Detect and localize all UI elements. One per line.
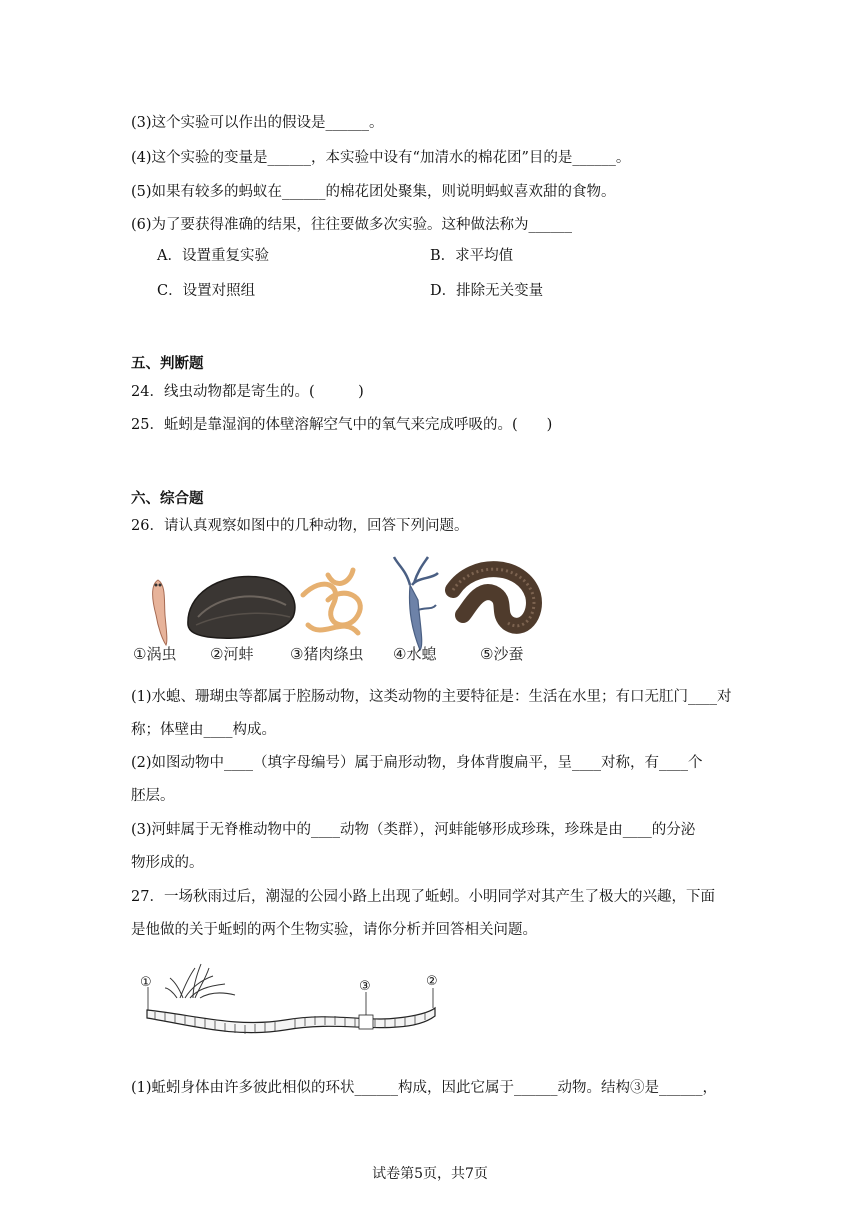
question-27-line-1: 27．一场秋雨过后，潮湿的公园小路上出现了蚯蚓。小明同学对其产生了极大的兴趣，下面 [131, 889, 715, 905]
caption-planarian: ①涡虫 [133, 645, 177, 663]
question-25: 25．蚯蚓是靠湿润的体壁溶解空气中的氧气来完成呼吸的。( ) [131, 417, 553, 433]
earthworm-figure [135, 960, 445, 1045]
animals-figure [128, 555, 548, 670]
caption-sandworm: ⑤沙蚕 [480, 645, 524, 663]
question-26-stem: 26．请认真观察如图中的几种动物，回答下列问题。 [131, 518, 469, 534]
sandworm-illustration [453, 569, 534, 626]
earthworm-illustration [147, 1008, 435, 1034]
caption-mussel: ②河蚌 [210, 645, 254, 663]
choice-c: C．设置对照组 [157, 283, 256, 299]
q26-sub-2-line-2: 胚层。 [131, 788, 175, 804]
label-2: ② [426, 974, 438, 989]
caption-tapeworm: ③猪肉绦虫 [290, 645, 364, 663]
question-24: 24．线虫动物都是寄生的。( ) [131, 384, 364, 400]
tapeworm-illustration [303, 570, 360, 633]
q23-sub-4: (4)这个实验的变量是______，本实验中设有“加清水的棉花团”目的是______。 [131, 150, 631, 166]
section-6-title: 六、综合题 [131, 490, 204, 507]
q26-sub-3-line-2: 物形成的。 [131, 855, 204, 871]
q23-sub-6: (6)为了要获得准确的结果，往往要做多次实验。这种做法称为______ [131, 217, 573, 233]
q26-sub-2-line-1: (2)如图动物中____（填字母编号）属于扁形动物，身体背腹扁平，呈____对称，有____个 [131, 755, 703, 771]
label-3: ③ [359, 979, 371, 994]
label-1: ① [140, 975, 152, 990]
q23-sub-5: (5)如果有较多的蚂蚁在______的棉花团处聚集，则说明蚂蚁喜欢甜的食物。 [131, 184, 616, 200]
choice-a: A．设置重复实验 [157, 248, 269, 264]
caption-hydra: ④水螅 [393, 645, 437, 663]
q26-sub-1-line-2: 称；体壁由____构成。 [131, 722, 276, 738]
section-5-title: 五、判断题 [131, 355, 204, 372]
planarian-illustration [153, 580, 167, 645]
page-footer: 试卷第5页，共7页 [372, 1166, 488, 1182]
grass-illustration [165, 964, 235, 998]
choice-b: B．求平均值 [430, 248, 514, 264]
q26-sub-1-line-1: (1)水螅、珊瑚虫等都属于腔肠动物，这类动物的主要特征是：生活在水里；有口无肛门____对 [131, 689, 732, 705]
q26-sub-3-line-1: (3)河蚌属于无脊椎动物中的____动物（类群），河蚌能够形成珍珠，珍珠是由____的分泌 [131, 822, 696, 838]
q27-sub-1: (1)蚯蚓身体由许多彼此相似的环状______构成，因此它属于______动物。结构③是______， [131, 1080, 718, 1096]
question-27-line-2: 是他做的关于蚯蚓的两个生物实验，请你分析并回答相关问题。 [131, 922, 537, 938]
q23-sub-3: (3)这个实验可以作出的假设是______。 [131, 115, 384, 131]
hydra-illustration [394, 557, 438, 650]
mussel-illustration [188, 577, 295, 639]
choice-d: D．排除无关变量 [430, 283, 544, 299]
